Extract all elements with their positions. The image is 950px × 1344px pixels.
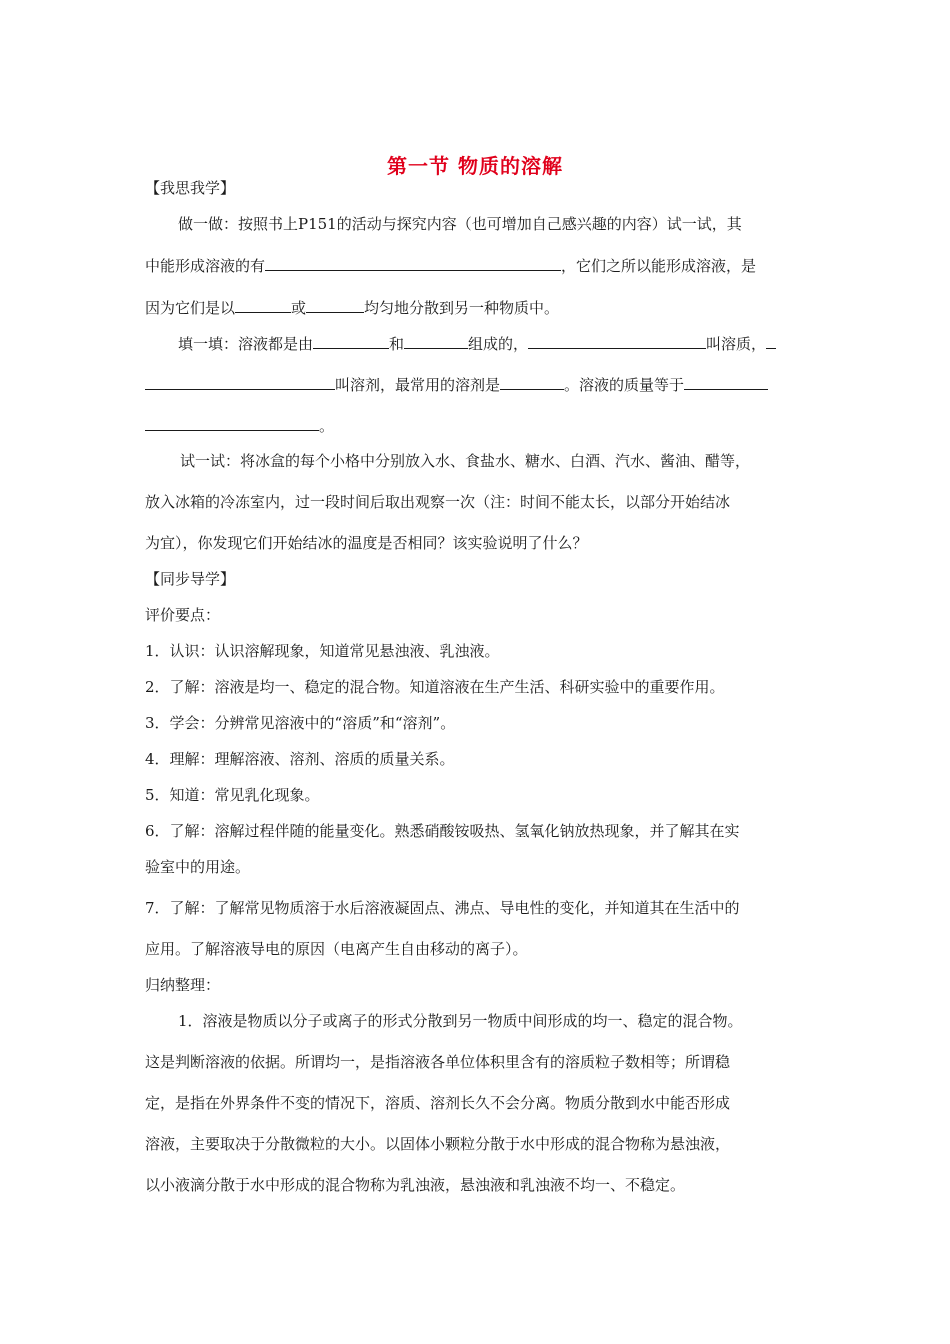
summary-line: 这是判断溶液的依据。所谓均一，是指溶液各单位体积里含有的溶质粒子数相等；所谓稳: [145, 1053, 731, 1071]
eval-point: 2．了解：溶液是均一、稳定的混合物。知道溶液在生产生活、科研实验中的重要作用。: [145, 678, 725, 696]
fill-in-line-3-end: 。: [319, 417, 335, 435]
eval-point: 5．知道：常见乳化现象。: [145, 786, 320, 804]
blank-solute-definition[interactable]: [528, 334, 706, 349]
summary-line: 溶液，主要取决于分散微粒的大小。以固体小颗粒分散于水中形成的混合物称为悬浊液，: [145, 1135, 731, 1153]
summary-line: 以小液滴分散于水中形成的混合物称为乳浊液，悬浊液和乳浊液不均一、不稳定。: [145, 1176, 686, 1194]
summary-line: 1．溶液是物质以分子或离子的形式分散到另一物质中间形成的均一、稳定的混合物。: [178, 1012, 743, 1030]
eval-point: 3．学会：分辨常见溶液中的“溶质”和“溶剂”。: [145, 714, 456, 732]
eval-point: 4．理解：理解溶液、溶剂、溶质的质量关系。: [145, 750, 455, 768]
blank-component-2[interactable]: [404, 334, 468, 349]
fill-in-line-2-mass: 。溶液的质量等于: [564, 376, 685, 394]
blank-solution-mass-cont[interactable]: [145, 416, 319, 431]
fill-in-line-1: [178, 334, 776, 354]
blank-form-2[interactable]: [306, 298, 364, 313]
do-it-line-3-or: 或: [291, 299, 307, 317]
try-it-line-1: 试一试：将冰盒的每个小格中分别放入水、食盐水、糖水、白酒、汽水、酱油、醋等，: [180, 452, 751, 470]
summary-label: 归纳整理：: [145, 976, 221, 994]
do-it-line-3-end: 均匀地分散到另一种物质中。: [364, 299, 560, 317]
blank-component-1[interactable]: [313, 334, 389, 349]
blank-solution-mass[interactable]: [684, 375, 768, 390]
try-it-line-3: 为宜），你发现它们开始结冰的温度是否相同？该实验说明了什么？: [145, 534, 588, 552]
fill-in-line-1-and: 和: [389, 335, 405, 353]
do-it-line-2-start: 中能形成溶液的有: [145, 257, 266, 275]
eval-point: 7．了解：了解常见物质溶于水后溶液凝固点、沸点、导电性的变化，并知道其在生活中的: [145, 899, 740, 917]
blank-solutions-formed[interactable]: [265, 256, 561, 271]
eval-point: 1．认识：认识溶解现象，知道常见悬浊液、乳浊液。: [145, 642, 500, 660]
eval-point-continued: 验室中的用途。: [145, 858, 251, 876]
do-it-line-2: [145, 256, 756, 276]
do-it-line-2-end: ，它们之所以能形成溶液，是: [561, 257, 757, 275]
fill-in-line-3: [145, 416, 334, 436]
do-it-line-1: 做一做：按照书上P151的活动与探究内容（也可增加自己感兴趣的内容）试一试，其: [178, 215, 742, 233]
do-it-line-3-start: 因为它们是以: [145, 299, 236, 317]
blank-solvent-definition[interactable]: [145, 375, 335, 390]
do-it-line-3: [145, 298, 559, 318]
try-it-line-2: 放入冰箱的冷冻室内，过一段时间后取出观察一次（注：时间不能太长，以部分开始结冰: [145, 493, 731, 511]
blank-solvent-definition-start[interactable]: [766, 334, 776, 349]
blank-common-solvent[interactable]: [500, 375, 564, 390]
fill-in-line-1-solute: 叫溶质，: [706, 335, 767, 353]
blank-form-1[interactable]: [235, 298, 291, 313]
eval-point: 6．了解：溶解过程伴随的能量变化。熟悉硝酸铵吸热、氢氧化钠放热现象，并了解其在实: [145, 822, 740, 840]
fill-in-line-2: [145, 375, 768, 395]
fill-in-line-1-composed: 组成的，: [468, 335, 529, 353]
summary-line: 定，是指在外界条件不变的情况下，溶质、溶剂长久不会分离。物质分散到水中能否形成: [145, 1094, 731, 1112]
eval-point-continued: 应用。了解溶液导电的原因（电离产生自由移动的离子）。: [145, 940, 528, 958]
section-heading-guide: 【同步导学】: [145, 570, 236, 588]
fill-in-line-2-solvent: 叫溶剂，最常用的溶剂是: [335, 376, 501, 394]
eval-points-label: 评价要点：: [145, 606, 221, 624]
fill-in-line-1-start: 填一填：溶液都是由: [178, 335, 314, 353]
page-title: 第一节 物质的溶解: [387, 154, 563, 178]
section-heading-think: 【我思我学】: [145, 179, 236, 197]
